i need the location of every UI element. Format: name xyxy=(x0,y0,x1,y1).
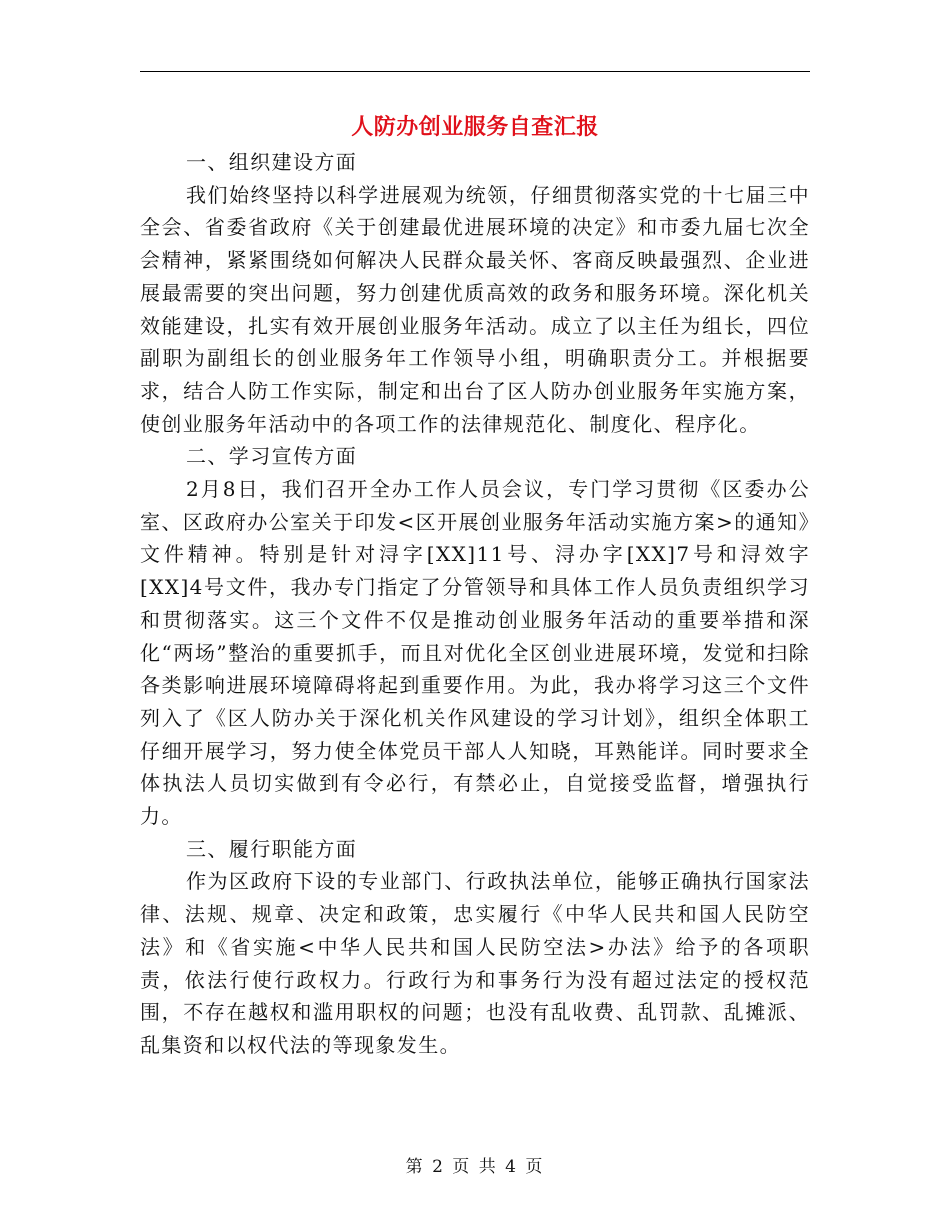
section-duties xyxy=(140,833,810,1062)
section-heading: 三、履行职能方面 xyxy=(186,836,358,861)
document-body xyxy=(140,108,810,1062)
section-heading: 一、组织建设方面 xyxy=(186,150,358,174)
section-paragraph: 作为区政府下设的专业部门、行政执法单位，能够正确执行国家法律、法规、规章、决定和政策，忠实履行《中华人民共和国人民防空法》和《省实施<中华人民共和国人民防空法>办法》给予的各项职责，依法行使行政权力。行政行为和事务行为没有超过法定的授权范围，不存在越权和滥用职权的问题；也没有乱收费、乱罚款、乱摊派、乱集资和以权代法的等现象发生。 xyxy=(140,869,810,1057)
section-paragraph: 2月8日，我们召开全办工作人员会议，专门学习贯彻《区委办公室、区政府办公室关于印发<区开展创业服务年活动实施方案>的通知》文件精神。特别是针对浔字[XX]11号、浔办字[XX]7号和浔效字[XX]4号文件，我办专门指定了分管领导和具体工作人员负责组织学习和贯彻落实。这三个文件不仅是推动创业服务年活动的重要举措和深化“两场”整治的重要抓手，而且对优化全区创业进展环境，发觉和扫除各类影响进展环境障碍将起到重要作用。为此，我办将学习这三个文件列入了《区人防办关于深化机关作风建设的学习计划》，组织全体职工仔细开展学习，努力使全体党员干部人人知晓，耳熟能详。同时要求全体执法人员切实做到有令必行，有禁必止，自觉接受监督，增强执行力。 xyxy=(140,477,810,829)
header-rule xyxy=(140,71,810,72)
section-study xyxy=(140,440,810,832)
document-title: 人防办创业服务自查汇报 xyxy=(351,114,599,140)
page-number: 第 2 页 共 4 页 xyxy=(405,1157,545,1177)
section-paragraph: 我们始终坚持以科学进展观为统领，仔细贯彻落实党的十七届三中全会、省委省政府《关于创建最优进展环境的决定》和市委九届七次全会精神，紧紧围绕如何解决人民群众最关怀、客商反映最强烈、企业进展最需要的突出问题，努力创建优质高效的政务和服务环境。深化机关效能建设，扎实有效开展创业服务年活动。成立了以主任为组长，四位副职为副组长的创业服务年工作领导小组，明确职责分工。并根据要求，结合人防工作实际，制定和出台了区人防办创业服务年实施方案，使创业服务年活动中的各项工作的法律规范化、制度化、程序化。 xyxy=(140,182,810,436)
section-heading: 二、学习宣传方面 xyxy=(186,444,358,469)
section-organization xyxy=(140,146,810,440)
